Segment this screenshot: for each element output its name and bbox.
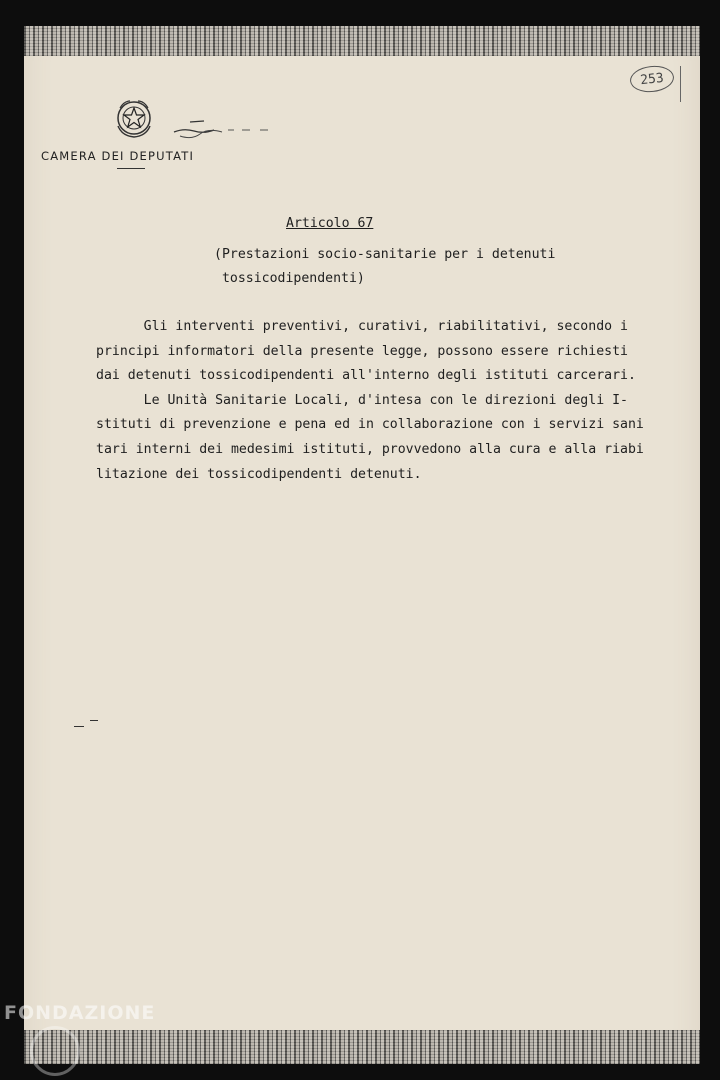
- institution-name: CAMERA DEI DEPUTATI: [41, 149, 195, 163]
- body-line: dai detenuti tossicodipendenti all'interno degli istituti carcerari.: [96, 368, 636, 384]
- body-line: stituti di prevenzione e pena ed in collaborazione con i servizi sani: [96, 417, 644, 433]
- margin-mark: [74, 726, 84, 727]
- republic-emblem-icon: [112, 96, 156, 140]
- scan-edge-bottom: [24, 1030, 700, 1064]
- body-line: Gli interventi preventivi, curativi, riabilitativi, secondo i: [96, 319, 628, 334]
- margin-mark: [90, 720, 98, 721]
- body-line: Le Unità Sanitarie Locali, d'intesa con le direzioni degli I-: [96, 392, 628, 408]
- article-body: [96, 315, 696, 487]
- body-line: principi informatori della presente legge, possono essere richiesti: [96, 343, 628, 359]
- institution-underline: [117, 168, 145, 169]
- article-title: Articolo 67: [286, 216, 374, 231]
- document-page: [24, 26, 700, 1064]
- handwritten-mark: [170, 118, 280, 148]
- page-number: 253: [629, 64, 675, 94]
- subtitle-line: (Prestazioni socio-sanitarie per i detenuti: [214, 247, 556, 262]
- scan-edge-top: [24, 26, 700, 56]
- article-subtitle: [214, 243, 555, 291]
- subtitle-line: tossicodipendenti): [214, 271, 365, 286]
- body-line: tari interni dei medesimi istituti, provvedono alla cura e alla riabi: [96, 441, 644, 457]
- body-line: litazione dei tossicodipendenti detenuti.: [96, 466, 422, 482]
- watermark-logo-icon: [30, 1026, 80, 1076]
- watermark-text: FONDAZIONE: [4, 1002, 156, 1024]
- margin-mark: [680, 66, 681, 102]
